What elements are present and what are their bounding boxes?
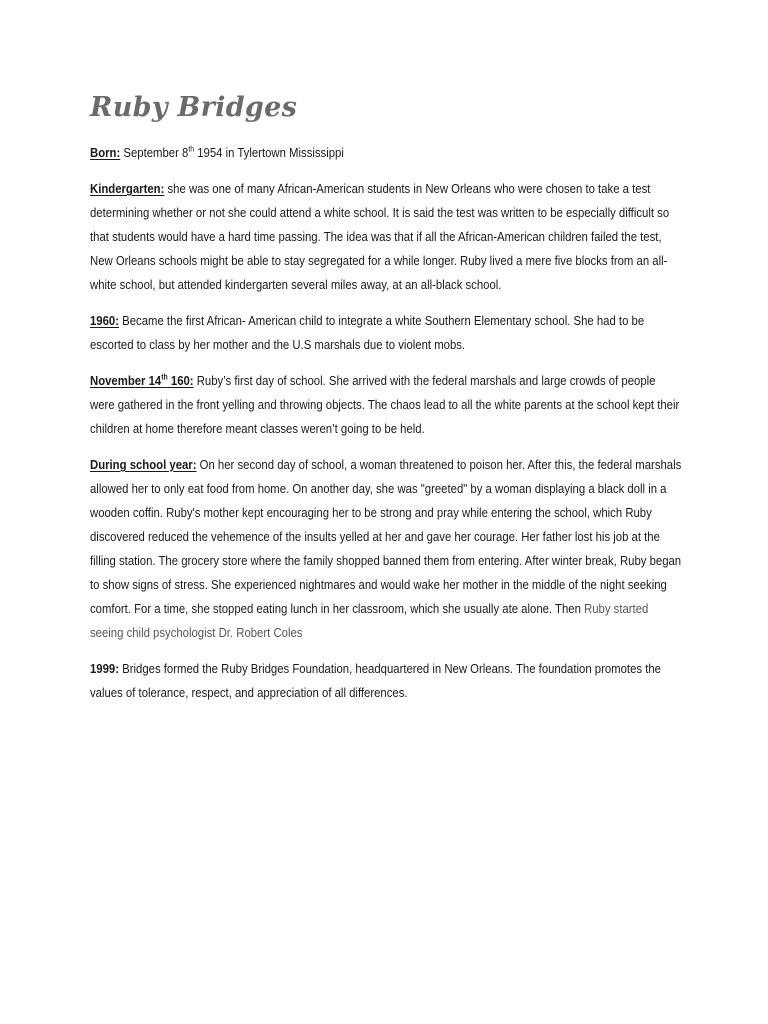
born-text-a: September 8 bbox=[120, 145, 189, 160]
school-year-paragraph bbox=[90, 453, 682, 645]
november-14-label-b: 160: bbox=[167, 373, 194, 388]
kindergarten-text: she was one of many African-American students in New Orleans who were chosen to take a test determining whether or not she could attend a white school. It is said the test was written to be especially difficult so that students would have a hard time passing. The idea was that if all the African-American children failed the test, New Orleans schools might be able to stay segregated for a while longer. Ruby lived a mere five blocks from an all-white school, but attended kindergarten several miles away, at an all-black school. bbox=[90, 181, 670, 292]
year-1999-paragraph bbox=[90, 657, 682, 705]
page-title: Ruby Bridges bbox=[90, 92, 298, 123]
november-14-text: Ruby’s first day of school. She arrived with the federal marshals and large crowds of people were gathered in the front yelling and throwing objects. The chaos lead to all the white parents at the school kept their children at home therefore meant classes weren’t going to be held. bbox=[90, 373, 680, 436]
kindergarten-label: Kindergarten: bbox=[90, 181, 165, 196]
born-paragraph bbox=[90, 141, 682, 165]
november-14-sup: th bbox=[161, 372, 168, 382]
year-1960-paragraph bbox=[90, 309, 682, 357]
year-1960-label: 1960: bbox=[90, 313, 120, 328]
born-sup: th bbox=[188, 144, 195, 154]
kindergarten-paragraph bbox=[90, 177, 682, 297]
school-year-text-gray: Ruby started seeing child psychologist Dr. Robert Coles bbox=[90, 601, 649, 640]
year-1999-text: Bridges formed the Ruby Bridges Foundation, headquartered in New Orleans. The foundation promotes the values of tolerance, respect, and appreciation of all differences. bbox=[90, 661, 661, 700]
november-14-label bbox=[90, 373, 194, 388]
school-year-text: On her second day of school, a woman threatened to poison her. After this, the federal marshals allowed her to only eat food from home. On another day, she was "greeted" by a woman displaying a black doll in a wooden coffin. Ruby's mother kept encouraging her to be strong and pray while entering the school, which Ruby discovered reduced the vehemence of the insults yelled at her and gave her courage. Her father lost his job at the filling station. The grocery store where the family shopped banned them from entering. After winter break, Ruby began to show signs of stress. She experienced nightmares and would wake her mother in the middle of the night seeking comfort. For a time, she stopped eating lunch in her classroom, which she usually ate alone. Then bbox=[90, 457, 682, 616]
school-year-label: During school year: bbox=[90, 457, 197, 472]
year-1999-label: 1999: bbox=[90, 661, 120, 676]
born-text-b: 1954 in Tylertown Mississippi bbox=[194, 145, 344, 160]
november-14-paragraph bbox=[90, 369, 682, 441]
born-label: Born: bbox=[90, 145, 121, 160]
year-1960-text: Became the first African- American child to integrate a white Southern Elementary school. She had to be escorted to class by her mother and the U.S marshals due to violent mobs. bbox=[90, 313, 645, 352]
november-14-label-a: November 14 bbox=[90, 373, 162, 388]
